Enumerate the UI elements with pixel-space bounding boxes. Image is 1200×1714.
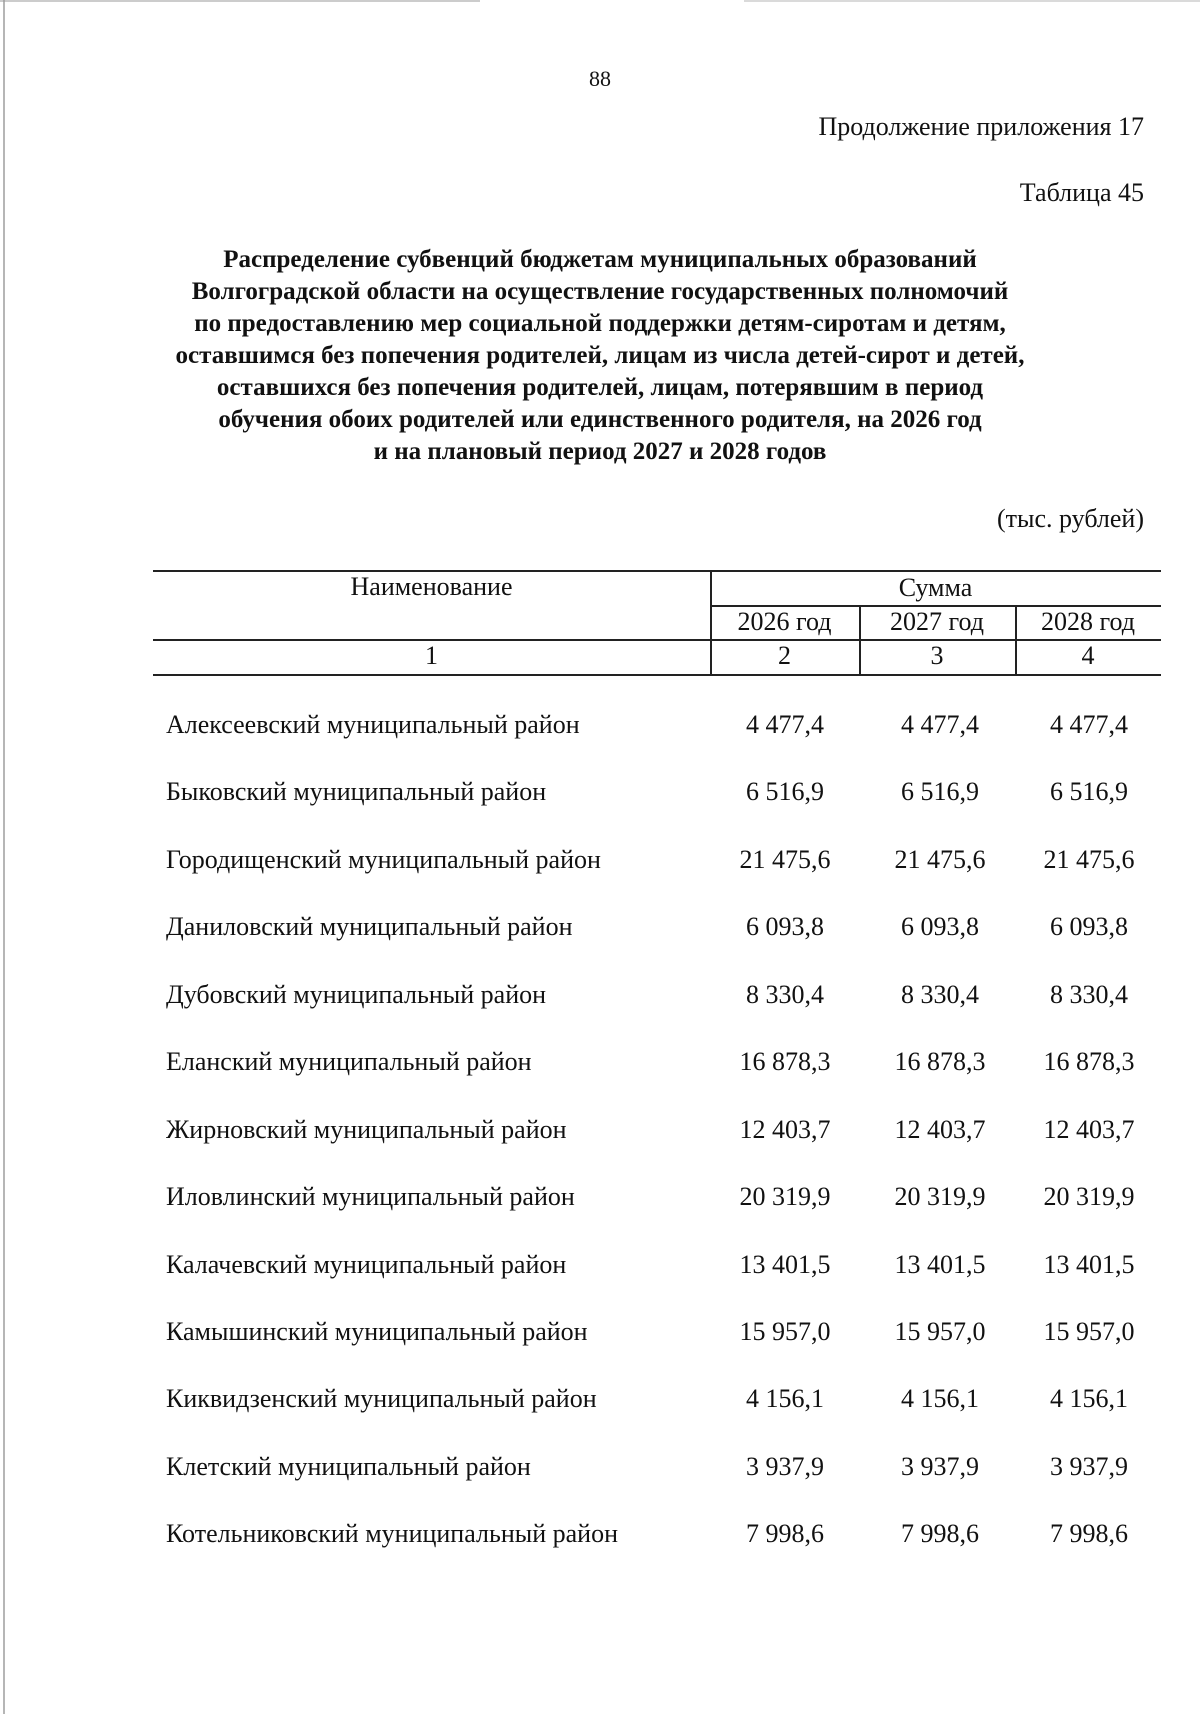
column-number-3: 3: [930, 641, 944, 670]
value-2026: 13 401,5: [739, 1250, 831, 1279]
header-year-2027: 2027 год: [890, 607, 984, 636]
table-row: [0, 777, 1200, 817]
table-number: Таблица 45: [1019, 178, 1144, 207]
row-name: Калачевский муниципальный район: [166, 1250, 567, 1279]
value-2026: 4 156,1: [746, 1384, 824, 1413]
value-2026: 4 477,4: [746, 710, 824, 739]
header-year-2028: 2028 год: [1041, 607, 1135, 636]
value-2028: 6 516,9: [1050, 777, 1128, 806]
column-number-1: 1: [425, 641, 438, 670]
table-header: [153, 570, 1161, 674]
value-2026: 6 516,9: [746, 777, 824, 806]
units-label: (тыс. рублей): [996, 504, 1144, 533]
value-2028: 15 957,0: [1043, 1317, 1135, 1346]
value-2026: 7 998,6: [746, 1519, 824, 1548]
title-line: и на плановый период 2027 и 2028 годов: [373, 438, 827, 465]
table-row: [0, 1182, 1200, 1222]
value-2028: 21 475,6: [1043, 845, 1135, 874]
value-2026: 20 319,9: [739, 1182, 831, 1211]
table-row: [0, 1115, 1200, 1155]
row-name: Даниловский муниципальный район: [166, 912, 573, 941]
column-number-2: 2: [778, 641, 791, 670]
table-row: [0, 912, 1200, 952]
row-name: Иловлинский муниципальный район: [166, 1182, 575, 1211]
value-2027: 6 516,9: [901, 777, 979, 806]
row-name: Алексеевский муниципальный район: [166, 710, 580, 739]
page-number: 88: [589, 66, 611, 91]
value-2026: 8 330,4: [746, 980, 824, 1009]
table-row: [0, 1317, 1200, 1357]
value-2028: 6 093,8: [1050, 912, 1128, 941]
value-2027: 15 957,0: [894, 1317, 986, 1346]
title-line: Волгоградской области на осуществление государственных полномочий: [191, 278, 1009, 305]
row-name: Камышинский муниципальный район: [166, 1317, 588, 1346]
table-row: [0, 1250, 1200, 1290]
row-name: Киквидзенский муниципальный район: [166, 1384, 597, 1413]
row-name: Городищенский муниципальный район: [166, 845, 601, 874]
header-year-2026: 2026 год: [737, 607, 832, 636]
row-name: Котельниковский муниципальный район: [166, 1519, 618, 1548]
value-2027: 21 475,6: [894, 845, 986, 874]
row-name: Клетский муниципальный район: [166, 1452, 531, 1481]
header-sum: Сумма: [898, 573, 973, 602]
table-row: [0, 1452, 1200, 1492]
value-2028: 3 937,9: [1050, 1452, 1128, 1481]
value-2028: 20 319,9: [1043, 1182, 1135, 1211]
title-line: оставшихся без попечения родителей, лицам, потерявшим в период: [216, 374, 984, 401]
value-2027: 16 878,3: [894, 1047, 986, 1076]
value-2027: 8 330,4: [901, 980, 979, 1009]
value-2027: 6 093,8: [901, 912, 979, 941]
row-name: Жирновский муниципальный район: [166, 1115, 567, 1144]
row-name: Быковский муниципальный район: [166, 777, 547, 806]
value-2028: 4 477,4: [1050, 710, 1128, 739]
value-2028: 12 403,7: [1043, 1115, 1135, 1144]
value-2026: 15 957,0: [739, 1317, 831, 1346]
table-row: [0, 980, 1200, 1020]
title-line: по предоставлению мер социальной поддержки детям-сиротам и детям,: [194, 310, 1006, 337]
value-2026: 21 475,6: [739, 845, 831, 874]
value-2027: 20 319,9: [894, 1182, 986, 1211]
value-2027: 7 998,6: [901, 1519, 979, 1548]
value-2028: 7 998,6: [1050, 1519, 1128, 1548]
value-2028: 13 401,5: [1043, 1250, 1135, 1279]
value-2026: 12 403,7: [739, 1115, 831, 1144]
row-name: Дубовский муниципальный район: [166, 980, 547, 1009]
table-row: [0, 710, 1200, 750]
scan-edge-line-top: [0, 0, 1200, 2]
row-name: Еланский муниципальный район: [166, 1047, 532, 1076]
value-2027: 4 156,1: [901, 1384, 979, 1413]
value-2027: 13 401,5: [894, 1250, 986, 1279]
title-line: оставшимся без попечения родителей, лицам из числа детей-сирот и детей,: [175, 342, 1025, 369]
header-name: Наименование: [350, 572, 513, 601]
header-rule-bottom: [153, 674, 1161, 676]
value-2026: 6 093,8: [746, 912, 824, 941]
value-2027: 12 403,7: [894, 1115, 986, 1144]
title-line: обучения обоих родителей или единственного родителя, на 2026 год: [218, 406, 982, 433]
table-row: [0, 845, 1200, 885]
value-2027: 3 937,9: [901, 1452, 979, 1481]
table-row: [0, 1047, 1200, 1087]
value-2028: 8 330,4: [1050, 980, 1128, 1009]
value-2026: 16 878,3: [739, 1047, 831, 1076]
document-title: [100, 244, 1100, 468]
value-2026: 3 937,9: [746, 1452, 824, 1481]
table-row: [0, 1519, 1200, 1559]
table-row: [0, 1384, 1200, 1424]
title-line: Распределение субвенций бюджетам муниципальных образований: [223, 246, 977, 273]
value-2027: 4 477,4: [901, 710, 979, 739]
value-2028: 4 156,1: [1050, 1384, 1128, 1413]
value-2028: 16 878,3: [1043, 1047, 1135, 1076]
appendix-continuation: Продолжение приложения 17: [818, 112, 1144, 141]
column-number-4: 4: [1081, 641, 1095, 670]
